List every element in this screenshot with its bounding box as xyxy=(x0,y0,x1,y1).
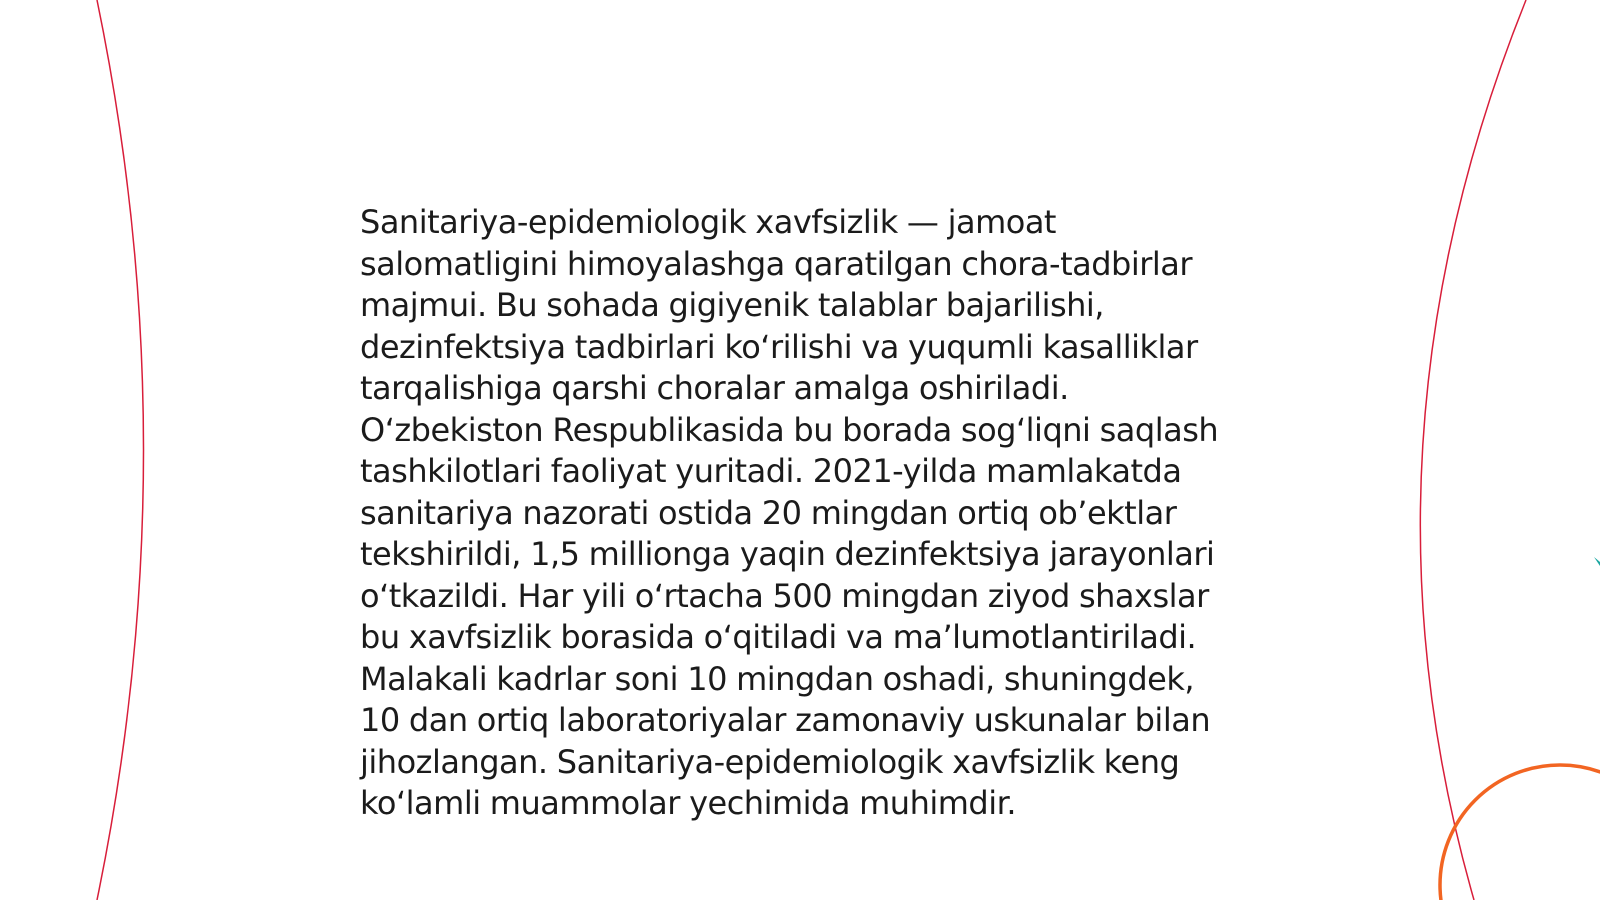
orange-circle-outline xyxy=(1440,765,1600,900)
teal-mark xyxy=(1594,557,1600,566)
slide-body-text: Sanitariya-epidemiologik xavfsizlik — jamoat salomatligini himoyalashga qaratilgan chora-tadbirlar majmui. Bu sohada gigiyenik talablar bajarilishi, dezinfektsiya tadbirlari koʻrilishi va yuqumli kasalliklar tarqalishiga qarshi choralar amalga oshiriladi. Oʻzbekiston Respublikasida bu borada sogʻliqni saqlash tashkilotlari faoliyat yuritadi. 2021-yilda mamlakatda sanitariya nazorati ostida 20 mingdan ortiq obʼektlar tekshirildi, 1,5 millionga yaqin dezinfektsiya jarayonlari oʻtkazildi. Har yili oʻrtacha 500 mingdan ziyod shaxslar bu xavfsizlik borasida oʻqitiladi va maʼlumotlantiriladi. Malakali kadrlar soni 10 mingdan oshadi, shuningdek, 10 dan ortiq laboratoriyalar zamonaviy uskunalar bilan jihozlangan. Sanitariya-epidemiologik xavfsizlik keng koʻlamli muammolar yechimida muhimdir. xyxy=(360,203,1219,822)
right-arc-line xyxy=(1420,0,1526,900)
left-arc-line xyxy=(97,0,144,900)
